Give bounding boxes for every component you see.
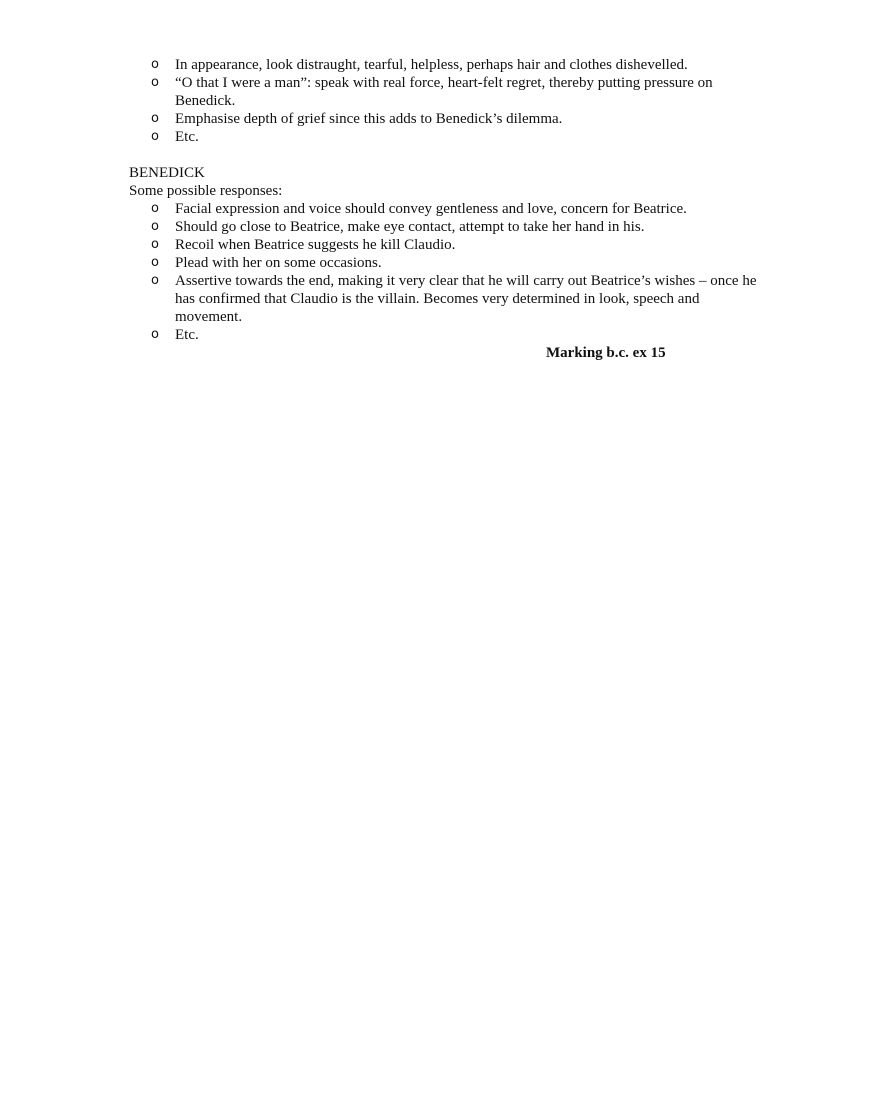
list-item-text: Emphasise depth of grief since this adds to Benedick’s dilemma.: [175, 111, 563, 127]
bullet-icon: o: [151, 219, 159, 234]
list-item-text: Facial expression and voice should convey gentleness and love, concern for Beatrice.: [175, 201, 687, 217]
list-item-text: Should go close to Beatrice, make eye contact, attempt to take her hand in his.: [175, 219, 645, 235]
benedick-points-list: [0, 200, 892, 344]
list-item: [0, 326, 765, 344]
list-item: [0, 236, 765, 254]
marking-note: Marking b.c. ex 15: [546, 345, 666, 361]
bullet-icon: o: [151, 129, 159, 144]
list-item: [0, 218, 765, 236]
list-item: [0, 110, 765, 128]
benedick-heading: BENEDICK: [129, 165, 205, 181]
beatrice-points-list: [0, 56, 892, 146]
list-item-text: Recoil when Beatrice suggests he kill Claudio.: [175, 237, 456, 253]
benedick-intro: Some possible responses:: [129, 183, 283, 199]
list-item-text: Etc.: [175, 327, 199, 343]
list-item: [0, 56, 765, 74]
bullet-icon: o: [151, 237, 159, 252]
bullet-icon: o: [151, 75, 159, 90]
list-item-text: In appearance, look distraught, tearful, helpless, perhaps hair and clothes dishevelled.: [175, 57, 688, 73]
list-item: [0, 272, 765, 326]
list-item-text: Plead with her on some occasions.: [175, 255, 382, 271]
list-item-text: “O that I were a man”: speak with real force, heart-felt regret, thereby putting pressure on Benedick.: [175, 75, 713, 109]
list-item: [0, 254, 765, 272]
list-item: [0, 200, 765, 218]
bullet-icon: o: [151, 273, 159, 288]
list-item-text: Assertive towards the end, making it very clear that he will carry out Beatrice’s wishes – once he has confirmed that Claudio is the villain. Becomes very determined in look, speech and movement.: [175, 273, 757, 325]
bullet-icon: o: [151, 57, 159, 72]
bullet-icon: o: [151, 327, 159, 342]
list-item-text: Etc.: [175, 129, 199, 145]
list-item: [0, 128, 765, 146]
bullet-icon: o: [151, 201, 159, 216]
list-item: [0, 74, 765, 110]
bullet-icon: o: [151, 111, 159, 126]
bullet-icon: o: [151, 255, 159, 270]
